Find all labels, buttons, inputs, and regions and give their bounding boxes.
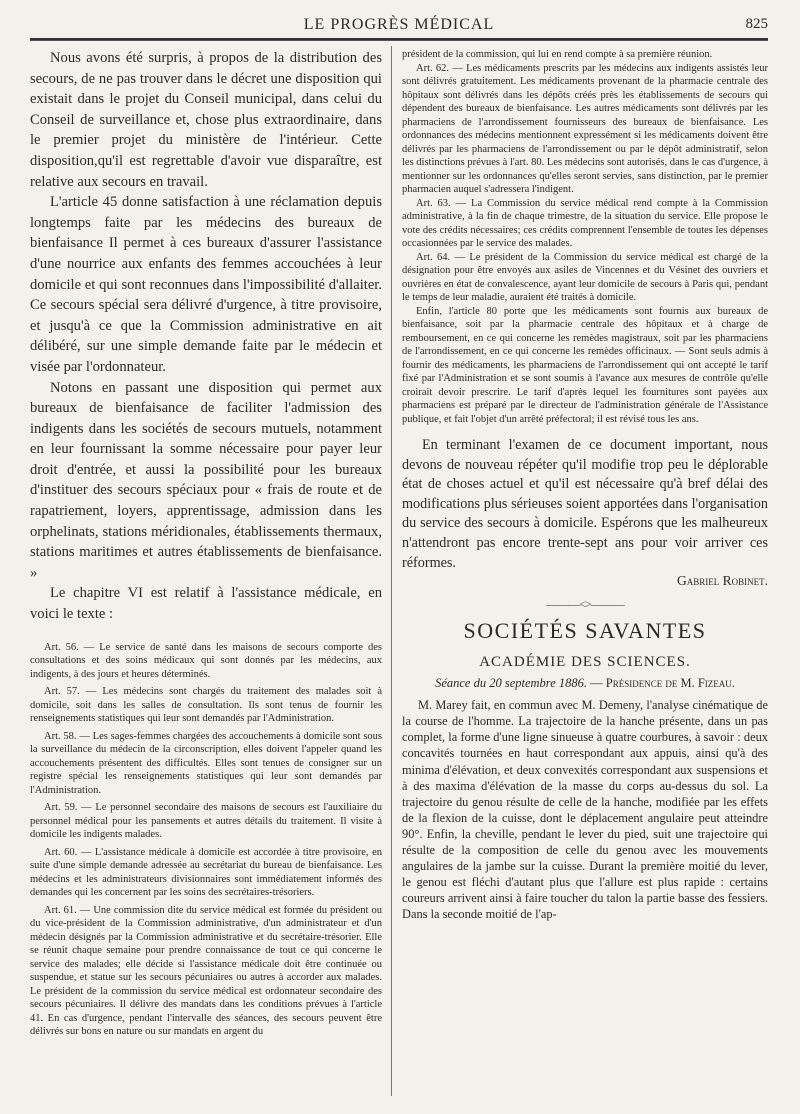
article-63: Art. 63. — La Commission du service médical rend compte à la Commission administrative, à la fin de chaque trimestre, de la situation du service. Elle propose le vote des crédits nécessaires; ces crédits comprennent l'ensemble de toutes les dépenses occasionnées par le service des malades. — [402, 197, 768, 249]
subsection-title: ACADÉMIE DES SCIENCES. — [479, 654, 691, 671]
session-date: Séance du 20 septembre 1886. — [435, 676, 588, 691]
paragraph-conclusion: En terminant l'examen de ce document important, nous devons de nouveau répéter qu'il modifie trop peu le déplorable état de choses actuel et qu'il est nécessaire qu'à bref délai des modifications plus sérieuses soient apportées dans l'organisation du service des secours à domicile. Espérons que les malheureux n'attendront pas encore trente-sept ans pour voir arriver ces réformes. — [402, 437, 768, 571]
header-rule — [30, 38, 768, 41]
article-56: Art. 56. — Le service de santé dans les maisons de secours comporte des consultations et des soins médicaux qui sont donnés par les médecins, aux indigents, à des jours et heures déterminés. — [30, 641, 382, 680]
paragraph-secours-mutuels: Notons en passant une disposition qui permet aux bureaux de bienfaisance de faciliter l'admission des indigents dans les sociétés de secours mutuels, notamment en leur fournissant la somme nécessaire pour payer leur droit d'entrée, et aussi la possibilité pour les bureaux d'instituer des secours spéciaux pour « frais de route et de rapatriement, loyers, apprentissage, admission dans les orphelinats, stations méridionales, établissements thermaux, stations maritimes et autres établissements de bienfaisance. » — [30, 379, 382, 581]
left-column — [30, 48, 382, 1039]
journal-title: LE PROGRÈS MÉDICAL — [303, 16, 495, 33]
article-60: Art. 60. — L'assistance médicale à domicile est accordée à titre provisoire, en suite d'une simple demande adressée au secrétariat du bureau de bienfaisance. Les médecins et les administrateurs divisionnaires sont immédiatement informés des demandes qui les concernent par les soins des secrétaires-trésoriers. — [30, 846, 382, 899]
paragraph-article-80: Enfin, l'article 80 porte que les médicaments sont fournis aux bureaux de bienfaisance, soit par la pharmacie centrale des hôpitaux et à charge de remboursement, en ce qui concerne les remèdes magistraux, soit par les pharmaciens de l'arrondissement, en ce qui concerne les remèdes officinaux. — Sont seuls admis à fournir des médicaments, les pharmaciens de l'arrondissement qui ont accepté le tarif fixé par l'Administration et se sont soumis à l'avance aux mesures de contrôle qu'elle croirait devoir prescrire. Le tarif d'après lequel les fournitures sont payées aux pharmaciens est préparé par le directeur de l'administration générale de l'Assistance publique, et fait l'objet d'un arrêté préfectoral; il est révisé tous les ans. — [402, 305, 768, 425]
article-57: Art. 57. — Les médecins sont chargés du traitement des malades soit à domicile, soit dans les salles de consultation. Ils sont tenus de fournir les renseignements statistiques qui leur sont demandés par l'Administration. — [30, 686, 382, 725]
article-62: Art. 62. — Les médicaments prescrits par les médecins aux indigents assistés leur sont délivrés gratuitement. Les médicaments provenant de la pharmacie centrale des hôpitaux sont délivrés dans les dépôts créés près les établissements de secours qui dépendent des bureaux de bienfaisance. Les autres médicaments sont délivrés par les pharmaciens de l'arrondissement fournisseurs des bureaux de bienfaisance. Les ordonnances des médecins mentionnent expressément si les médicaments doivent être délivrés par les pharmaciens de l'arrondissement ou par le dépôt administratif, selon les distinctions prévues à l'art. 80. Les médecins sont autorisés, dans le cas d'urgence, à mentionner sur les ordonnances qu'elles seront servies, sans distinction, par le premier pharmacien auquel s'adressera l'indigent. — [402, 62, 768, 195]
article-61: Art. 61. — Une commission dite du service médical est formée du président ou du vice-président de la Commission administrative, d'un administrateur et d'un médecin désignés par la Commission administrative et du secrétaire-trésorier. Elle se réunit chaque semaine pour prendre connaissance de tout ce qui concerne le service des malades; elle décide si l'assistance médicale doit être continuée ou suspendue, et statue sur les secours pécuniaires ou autres à accorder aux malades. Le président de la commission du service médical est ordonnateur secondaire des secours pécuniaires. Il délivre des mandats dans les conditions prévues à l'article 41. En cas d'urgence, pendant l'intervalle des séances, des secours peuvent être délivrés sur bons en nature ou sur mandats en argent du — [30, 904, 382, 1038]
article-64: Art. 64. — Le président de la Commission du service médical est chargé de la désignation pour être envoyés aux asiles de Vincennes et du Vésinet des ouvriers et ouvrières en état de convalescence, ayant leur domicile de secours à Paris qui, pendant le temps de leur maladie, auraient été traités à domicile. — [402, 251, 768, 303]
article-58: Art. 58. — Les sages-femmes chargées des accouchements à domicile sont sous la surveillance du médecin de la circonscription, elles doivent l'appeler quand les accouchements présentent des difficultés. Elles sont tenues de consigner sur un registre spécial les renseignements statistiques qui leur sont demandés par l'Administration. — [30, 730, 382, 796]
column-divider — [391, 46, 392, 1096]
paragraph-marey: M. Marey fait, en commun avec M. Demeny, l'analyse cinématique de la course de l'homme. La trajectoire de la hanche présente, dans un pas complet, la forme d'une ligne sinueuse à quatre courbures, à savoir : deux concavités tournées en haut correspondant aux appuis, ainsi qu'à des minima d'élévation, et deux convexités correspondant aux suspensions et à des maxima d'élévation de la masse du corps au-dessus du sol. La trajectoire du genou résulte de celle de la hanche, modifiée par les effets de la flexion de la cuisse, dont le déplacement angulaire peut atteindre 90°. Enfin, la cheville, pendant le lever du pied, suit une trajectoire qui résulte de la composition de celle du genou avec les mouvements angulaires de la jambe sur la cuisse. Durant la première moitié du lever, le genou est fléchi d'autant plus que l'allure est plus rapide : certains coureurs arrivent ainsi à faire toucher du talon la partie basse des fessiers. Dans la seconde moitié de l'ap- — [402, 698, 768, 922]
article-59: Art. 59. — Le personnel secondaire des maisons de secours est l'auxiliaire du personnel médical pour les pansements et autres détails du traitement. Il visite à domicile les indigents malades. — [30, 802, 382, 841]
section-title: SOCIÉTÉS SAVANTES — [463, 618, 707, 644]
right-column — [402, 48, 768, 922]
page-number: 825 — [745, 16, 768, 32]
paragraph-article-45: L'article 45 donne satisfaction à une réclamation depuis longtemps faite par les médecins des bureaux de bienfaisance Il permet à ces bureaux d'assurer l'assistance d'une nourrice aux enfants des femmes accouchées à leur domicile et qui sont reconnues dans l'impossibilité d'allaiter. Ce secours spécial sera délivré d'urgence, à titre provisoire, et jusqu'à ce que la Commission administrative en ait délibéré, sur une simple demande faite par le médecin et visée par l'ordonnateur. — [30, 194, 382, 375]
article-61-continuation: président de la commission, qui lui en rend compte à sa première réunion. — [402, 49, 713, 60]
session-presidence: — Présidence de M. Fizeau. — [590, 676, 735, 691]
paragraph-chapitre-vi: Le chapitre VI est relatif à l'assistance médicale, en voici le texte : — [30, 585, 382, 623]
paragraph-secours-travail: Nous avons été surpris, à propos de la distribution des secours, de ne pas trouver dans le décret une disposition qui existait dans le projet du Conseil municipal, dans celui du Conseil de surveillance et, chose plus extraordinaire, dans le premier projet du ministère de l'intérieur. Cette disposition,qu'il est regrettable d'avoir vue disparaître, est relative aux secours en travail. — [30, 50, 382, 190]
session-line — [402, 675, 768, 691]
section-ornament: ———<>——— — [546, 597, 624, 612]
page-header — [30, 16, 768, 38]
author-signature: Gabriel Robinet. — [677, 573, 768, 589]
